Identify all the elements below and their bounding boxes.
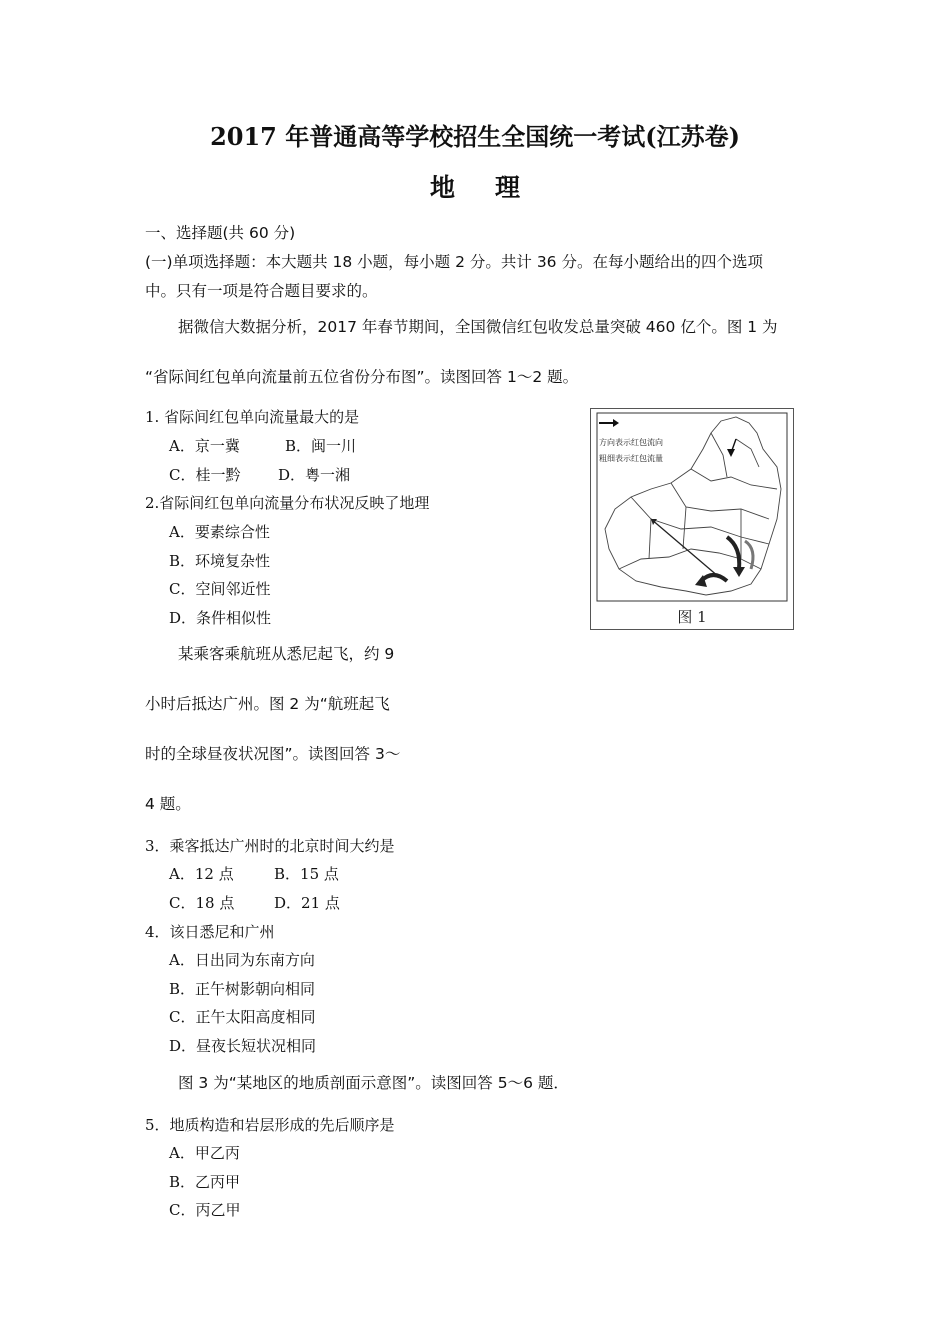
q4-option-c: C．正午太阳高度相同 [169,1008,316,1026]
figure-1-caption: 图 1 [677,608,707,626]
passage-3-line-1: 图 3 为“某地区的地质剖面示意图”。读图回答 5～6 题． [178,1074,569,1092]
section-heading: 一、选择题(共 60 分) [145,224,296,242]
q5-option-a: A．甲乙丙 [169,1144,240,1162]
q5-stem: 5．地质构造和岩层形成的先后顺序是 [145,1116,395,1134]
passage-1-line-2: “省际间红包单向流量前五位省份分布图”。读图回答 1～2 题。 [145,368,579,386]
q2-option-c: C．空间邻近性 [169,580,271,598]
passage-2-line-2: 小时后抵达广州。图 2 为“航班起飞 [145,695,390,713]
q2-option-d: D．条件相似性 [169,609,272,627]
q4-option-a: A．日出同为东南方向 [169,951,315,969]
legend-line-1: 方向表示红包流向 [599,438,663,447]
q3-option-d: D．21 点 [274,894,340,912]
instruction-line-1: (一)单项选择题：本大题共 18 小题，每小题 2 分。共计 36 分。在每小题给出的四个选项 [145,253,763,271]
q2-option-b: B．环境复杂性 [169,552,271,570]
exam-title: 2017 年普通高等学校招生全国统一考试(江苏卷) [210,122,740,151]
passage-2-line-4: 4 题。 [145,795,191,813]
q3-stem: 3．乘客抵达广州时的北京时间大约是 [145,837,395,855]
q1-option-d: D．粤一湘 [278,466,351,484]
passage-2-line-1: 某乘客乘航班从悉尼起飞，约 9 [178,645,395,663]
q4-stem: 4．该日悉尼和广州 [145,923,275,941]
q5-option-c: C．丙乙甲 [169,1201,241,1219]
q3-option-c: C．18 点 [169,894,235,912]
q1-option-c: C．桂一黔 [169,466,241,484]
q5-option-b: B．乙丙甲 [169,1173,241,1191]
q3-option-b: B．15 点 [274,865,339,883]
q1-option-b: B．闽一川 [285,437,357,455]
q1-option-a: A．京一冀 [169,437,240,455]
q4-option-b: B．正午树影朝向相同 [169,980,316,998]
figure-1-map [590,408,794,630]
q3-option-a: A．12 点 [169,865,234,883]
q2-stem: 2.省际间红包单向流量分布状况反映了地理 [145,494,430,512]
legend-line-2: 粗细表示红包流量 [599,454,663,463]
instruction-line-2: 中。只有一项是符合题目要求的。 [145,282,378,300]
q4-option-d: D．昼夜长短状况相同 [169,1037,317,1055]
q1-stem: 1. 省际间红包单向流量最大的是 [145,408,360,426]
passage-2-line-3: 时的全球昼夜状况图”。读图回答 3～ [145,745,401,763]
map-svg [591,409,793,629]
subject-title: 地理 [429,173,560,202]
passage-1-line-1: 据微信大数据分析，2017 年春节期间，全国微信红包收发总量突破 460 亿个。图 1 为 [178,318,778,336]
q2-option-a: A．要素综合性 [169,523,270,541]
